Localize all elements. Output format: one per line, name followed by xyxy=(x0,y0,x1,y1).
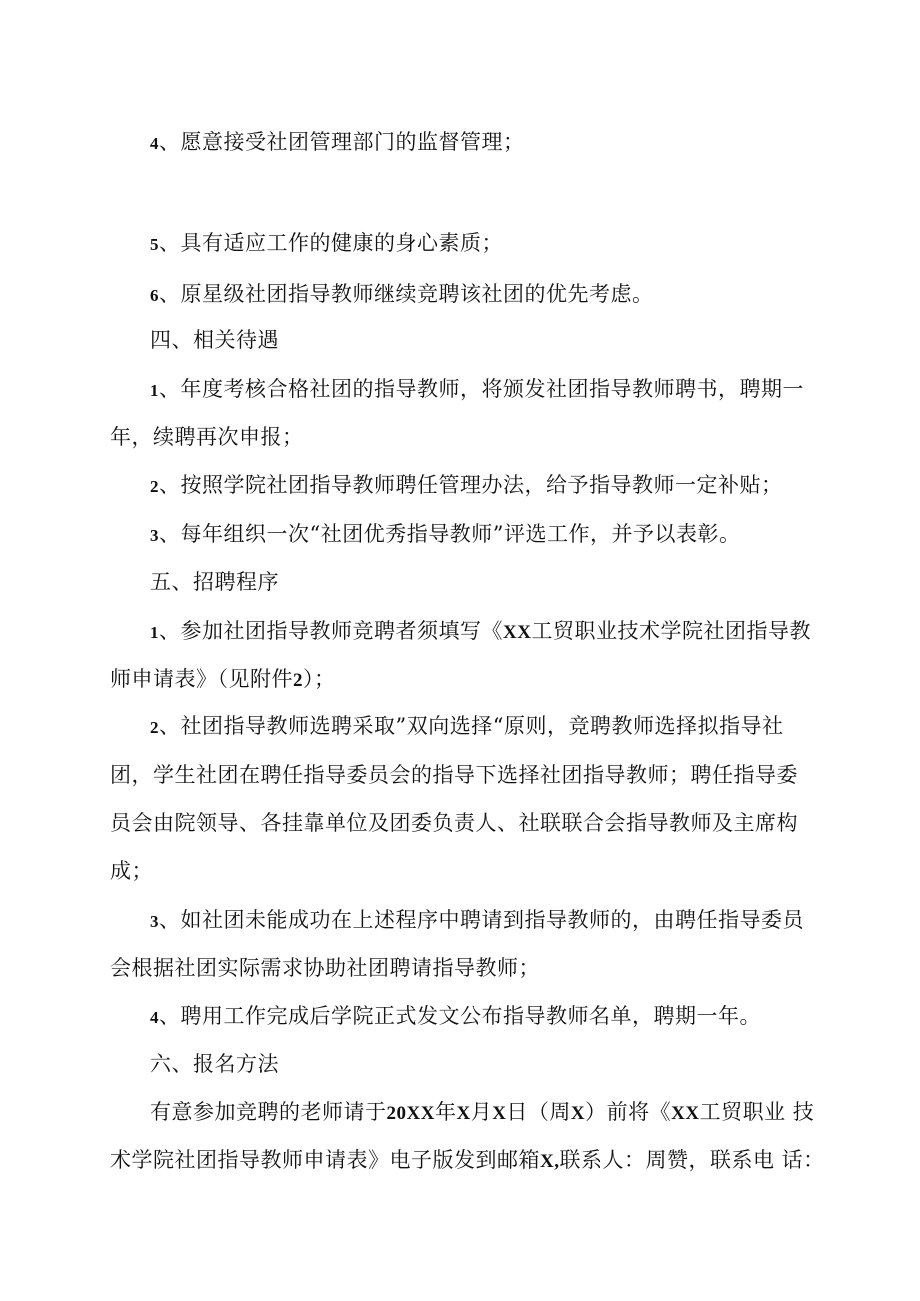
procedure-item-3-line-2: 会根据社团实际需求协助社团聘请指导教师； xyxy=(110,956,540,980)
signup-text: 日（周 xyxy=(506,1100,571,1124)
signup-text: 年 xyxy=(434,1100,457,1124)
signup-text: 术学院社团指导教师申请表》电子版发到邮箱 xyxy=(110,1148,540,1172)
section-heading-procedure: 五、招聘程序 xyxy=(150,570,279,594)
item-number: 2 xyxy=(150,718,159,737)
item-number: 1 xyxy=(150,623,159,642)
item-text: ）； xyxy=(303,667,336,691)
item-text-bold: 2 xyxy=(293,670,303,691)
item-number: 4 xyxy=(150,134,159,153)
item-number: 1 xyxy=(150,381,159,400)
procedure-item-4 xyxy=(150,1001,761,1033)
item-text: 、愿意接受社团管理部门的监督管理； xyxy=(159,130,525,154)
procedure-item-2-line-4: 成； xyxy=(110,859,153,883)
requirement-item-4 xyxy=(150,127,525,159)
procedure-item-1-line-1 xyxy=(150,616,811,648)
signup-paragraph-line-1 xyxy=(150,1097,814,1129)
signup-text: 月 xyxy=(470,1100,493,1124)
signup-paragraph-line-2 xyxy=(110,1145,825,1177)
signup-text: 工贸职业 技 xyxy=(699,1100,815,1124)
signup-text: 联系人：周赞，联系电 话： xyxy=(559,1148,825,1172)
item-number: 5 xyxy=(150,235,159,254)
requirement-item-6 xyxy=(150,279,654,311)
section-heading-signup: 六、报名方法 xyxy=(150,1052,279,1076)
benefit-item-1-line-1 xyxy=(150,374,804,406)
benefit-item-3 xyxy=(150,519,740,551)
procedure-item-1-line-2 xyxy=(110,664,336,696)
item-number: 2 xyxy=(150,477,159,496)
signup-email: X, xyxy=(540,1151,560,1172)
item-text: 、参加社团指导教师竞聘者须填写《 xyxy=(159,619,503,643)
item-text: 、原星级社团指导教师继续竞聘该社团的优先考虑。 xyxy=(159,282,654,306)
signup-weekday: X xyxy=(570,1103,586,1124)
item-text: 、按照学院社团指导教师聘任管理办法，给予指导教师一定补贴； xyxy=(159,473,783,497)
item-number: 3 xyxy=(150,526,159,545)
signup-day: X xyxy=(492,1103,507,1124)
procedure-item-2-line-3: 员会由院领导、各挂靠单位及团委负责人、社联联合会指导教师及主席构 xyxy=(110,811,798,835)
section-heading-benefits: 四、相关待遇 xyxy=(150,328,279,352)
item-text-bold: XX xyxy=(503,622,532,643)
item-text: 工贸职业技术学院社团指导教 xyxy=(531,619,811,643)
item-text: 、如社团未能成功在上述程序中聘请到指导教师的，由聘任指导委员 xyxy=(159,908,804,932)
item-text: 师申请表》（见附件 xyxy=(110,667,293,691)
procedure-item-2-line-2: 团，学生社团在聘任指导委员会的指导下选择社团指导教师；聘任指导委 xyxy=(110,763,798,787)
item-text: 、聘用工作完成后学院正式发文公布指导教师名单，聘期一年。 xyxy=(159,1004,761,1028)
procedure-item-2-line-1 xyxy=(150,711,783,743)
item-text: 、具有适应工作的健康的身心素质； xyxy=(159,231,503,255)
benefit-item-2 xyxy=(150,470,783,502)
item-number: 3 xyxy=(150,912,159,931)
item-text: 、每年组织一次“社团优秀指导教师”评选工作，并予以表彰。 xyxy=(159,522,741,546)
signup-month: X xyxy=(456,1103,471,1124)
benefit-item-1-line-2: 年，续聘再次申报； xyxy=(110,425,304,449)
item-number: 6 xyxy=(150,286,159,305)
signup-school-code: XX xyxy=(671,1103,700,1124)
signup-year: 20XX xyxy=(386,1103,435,1124)
procedure-item-3-line-1 xyxy=(150,905,804,937)
item-text: 、社团指导教师选聘采取”双向选择“原则，竞聘教师选择拟指导社 xyxy=(159,714,784,738)
item-text: 、年度考核合格社团的指导教师，将颁发社团指导教师聘书，聘期一 xyxy=(159,377,804,401)
item-number: 4 xyxy=(150,1008,159,1027)
signup-text: 有意参加竞聘的老师请于 xyxy=(150,1100,387,1124)
requirement-item-5 xyxy=(150,228,503,260)
signup-text: ）前将《 xyxy=(585,1100,672,1124)
